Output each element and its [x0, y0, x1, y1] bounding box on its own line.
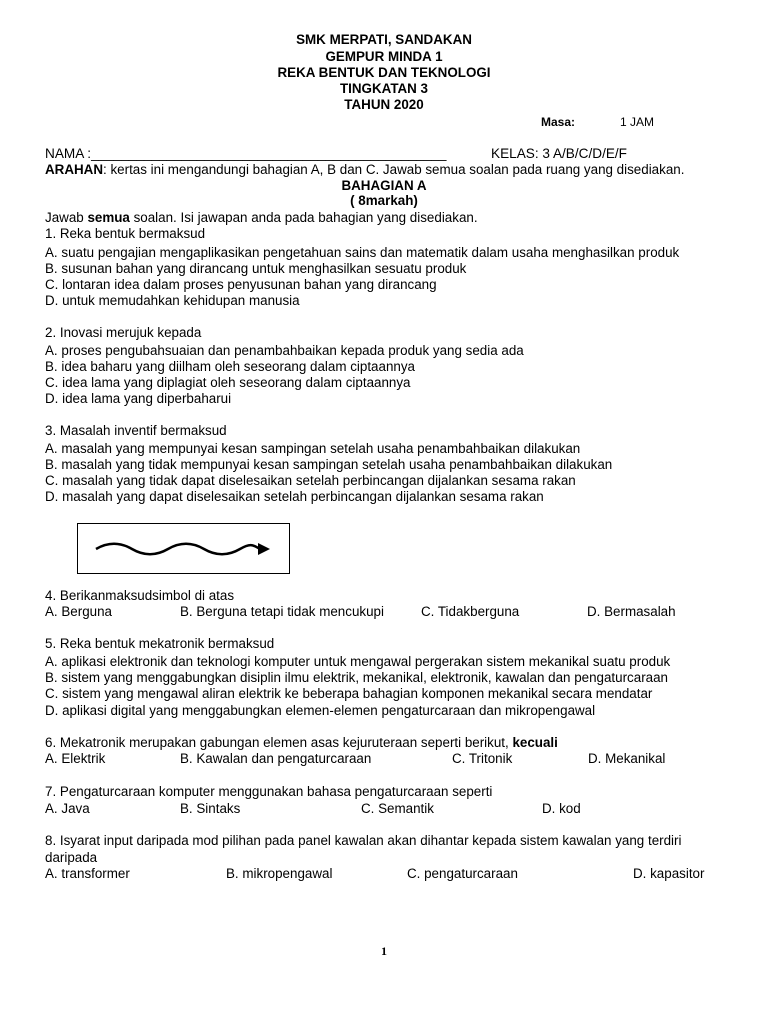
question-6-stem-text: 6. Mekatronik merupakan gabungan elemen asas kejuruteraan seperti berikut, — [45, 735, 513, 750]
question-4-option-a[interactable]: A. Berguna — [45, 604, 112, 619]
question-2-option-d[interactable]: D. idea lama yang diperbaharui — [45, 391, 232, 406]
form-title: TINGKATAN 3 — [339, 81, 429, 96]
school-name: SMK MERPATI, SANDAKAN — [296, 32, 472, 47]
question-6-option-a[interactable]: A. Elektrik — [45, 751, 106, 766]
section-intro — [45, 210, 478, 225]
question-1-option-b[interactable]: B. susunan bahan yang dirancang untuk menghasilkan sesuatu produk — [45, 261, 467, 276]
question-5-option-c[interactable]: C. sistem yang mengawal aliran elektrik ke beberapa bahagian komponen mekanikal secara mendatar — [45, 686, 653, 701]
question-8-option-d[interactable]: D. kapasitor — [633, 866, 705, 881]
question-5-option-b[interactable]: B. sistem yang menggabungkan disiplin ilmu elektrik, mekanikal, elektronik, kawalan dan pengaturcaraan — [45, 670, 669, 685]
question-2-stem: 2. Inovasi merujuk kepada — [45, 325, 202, 340]
question-6-option-c[interactable]: C. Tritonik — [452, 751, 513, 766]
question-3-stem: 3. Masalah inventif bermaksud — [45, 423, 227, 438]
question-3-option-c[interactable]: C. masalah yang tidak dapat diselesaikan setelah perbincangan dijalankan sesama rakan — [45, 473, 576, 488]
question-5-option-a[interactable]: A. aplikasi elektronik dan teknologi komputer untuk mengawal pergerakan sistem mekanikal suatu produk — [45, 654, 671, 669]
question-2-option-b[interactable]: B. idea baharu yang diilham oleh seseorang dalam ciptaannya — [45, 359, 415, 374]
intro-text-end: soalan. Isi jawapan anda pada bahagian yang disediakan. — [129, 210, 478, 225]
symbol-box — [77, 523, 290, 574]
question-1-option-c[interactable]: C. lontaran idea dalam proses penyusunan bahan yang dirancang — [45, 277, 437, 292]
question-6-stem-bold: kecuali — [512, 735, 558, 750]
question-7-option-d[interactable]: D. kod — [542, 801, 581, 816]
question-3-option-b[interactable]: B. masalah yang tidak mempunyai kesan sampingan setelah usaha penambahbaikan dilakukan — [45, 457, 613, 472]
name-blank[interactable]: _______________________________________________ — [91, 146, 447, 161]
name-field[interactable] — [45, 146, 446, 161]
question-6-option-b[interactable]: B. Kawalan dan pengaturcaraan — [180, 751, 372, 766]
question-4-stem: 4. Berikanmaksudsimbol di atas — [45, 588, 235, 603]
question-7-option-c[interactable]: C. Semantik — [361, 801, 434, 816]
question-5-stem: 5. Reka bentuk mekatronik bermaksud — [45, 636, 275, 651]
question-2-option-a[interactable]: A. proses pengubahsuaian dan penambahbaikan kepada produk yang sedia ada — [45, 343, 524, 358]
question-6-option-d[interactable]: D. Mekanikal — [588, 751, 666, 766]
intro-text: Jawab — [45, 210, 88, 225]
question-8-option-c[interactable]: C. pengaturcaraan — [407, 866, 518, 881]
exam-title: GEMPUR MINDA 1 — [325, 49, 443, 64]
question-1-option-d[interactable]: D. untuk memudahkan kehidupan manusia — [45, 293, 300, 308]
subject-title: REKA BENTUK DAN TEKNOLOGI — [277, 65, 491, 80]
class-label: KELAS: 3 A/B/C/D/E/F — [491, 146, 627, 161]
question-4-option-d[interactable]: D. Bermasalah — [587, 604, 676, 619]
question-5-option-d[interactable]: D. aplikasi digital yang menggabungkan elemen-elemen pengaturcaraan dan mikropengawal — [45, 703, 596, 718]
question-4-option-b[interactable]: B. Berguna tetapi tidak mencukupi — [180, 604, 384, 619]
question-4-option-c[interactable]: C. Tidakberguna — [421, 604, 520, 619]
name-label: NAMA : — [45, 146, 92, 161]
intro-bold: semua — [87, 210, 130, 225]
question-7-option-b[interactable]: B. Sintaks — [180, 801, 241, 816]
instructions-label: ARAHAN — [45, 162, 104, 177]
instructions-text: : kertas ini mengandungi bahagian A, B dan C. Jawab semua soalan pada ruang yang disediakan. — [103, 162, 685, 177]
question-3-option-d[interactable]: D. masalah yang dapat diselesaikan setelah perbincangan dijalankan sesama rakan — [45, 489, 544, 504]
question-7-option-a[interactable]: A. Java — [45, 801, 90, 816]
question-1-stem: 1. Reka bentuk bermaksud — [45, 226, 206, 241]
question-7-stem: 7. Pengaturcaraan komputer menggunakan bahasa pengaturcaraan seperti — [45, 784, 493, 799]
question-8-option-a[interactable]: A. transformer — [45, 866, 130, 881]
question-8-stem: 8. Isyarat input daripada mod pilihan pada panel kawalan akan dihantar kepada sistem kawalan yang terdiri — [45, 833, 682, 848]
year-title: TAHUN 2020 — [344, 97, 424, 112]
question-3-option-a[interactable]: A. masalah yang mempunyai kesan sampingan setelah usaha penambahbaikan dilakukan — [45, 441, 581, 456]
wavy-arrow-icon — [78, 524, 289, 573]
time-label: Masa: — [541, 115, 576, 129]
question-6-stem — [45, 735, 558, 750]
section-title: BAHAGIAN A — [341, 178, 427, 193]
question-8-option-b[interactable]: B. mikropengawal — [226, 866, 333, 881]
question-8-stem-cont: daripada — [45, 850, 98, 865]
page-number: 1 — [381, 944, 387, 958]
question-1-option-a[interactable]: A. suatu pengajian mengaplikasikan pengetahuan sains dan matematik dalam usaha menghasilkan produk — [45, 245, 680, 260]
question-2-option-c[interactable]: C. idea lama yang diplagiat oleh seseorang dalam ciptaannya — [45, 375, 411, 390]
instructions — [45, 162, 684, 177]
time-value: 1 JAM — [620, 115, 655, 129]
section-marks: ( 8markah) — [350, 193, 418, 208]
